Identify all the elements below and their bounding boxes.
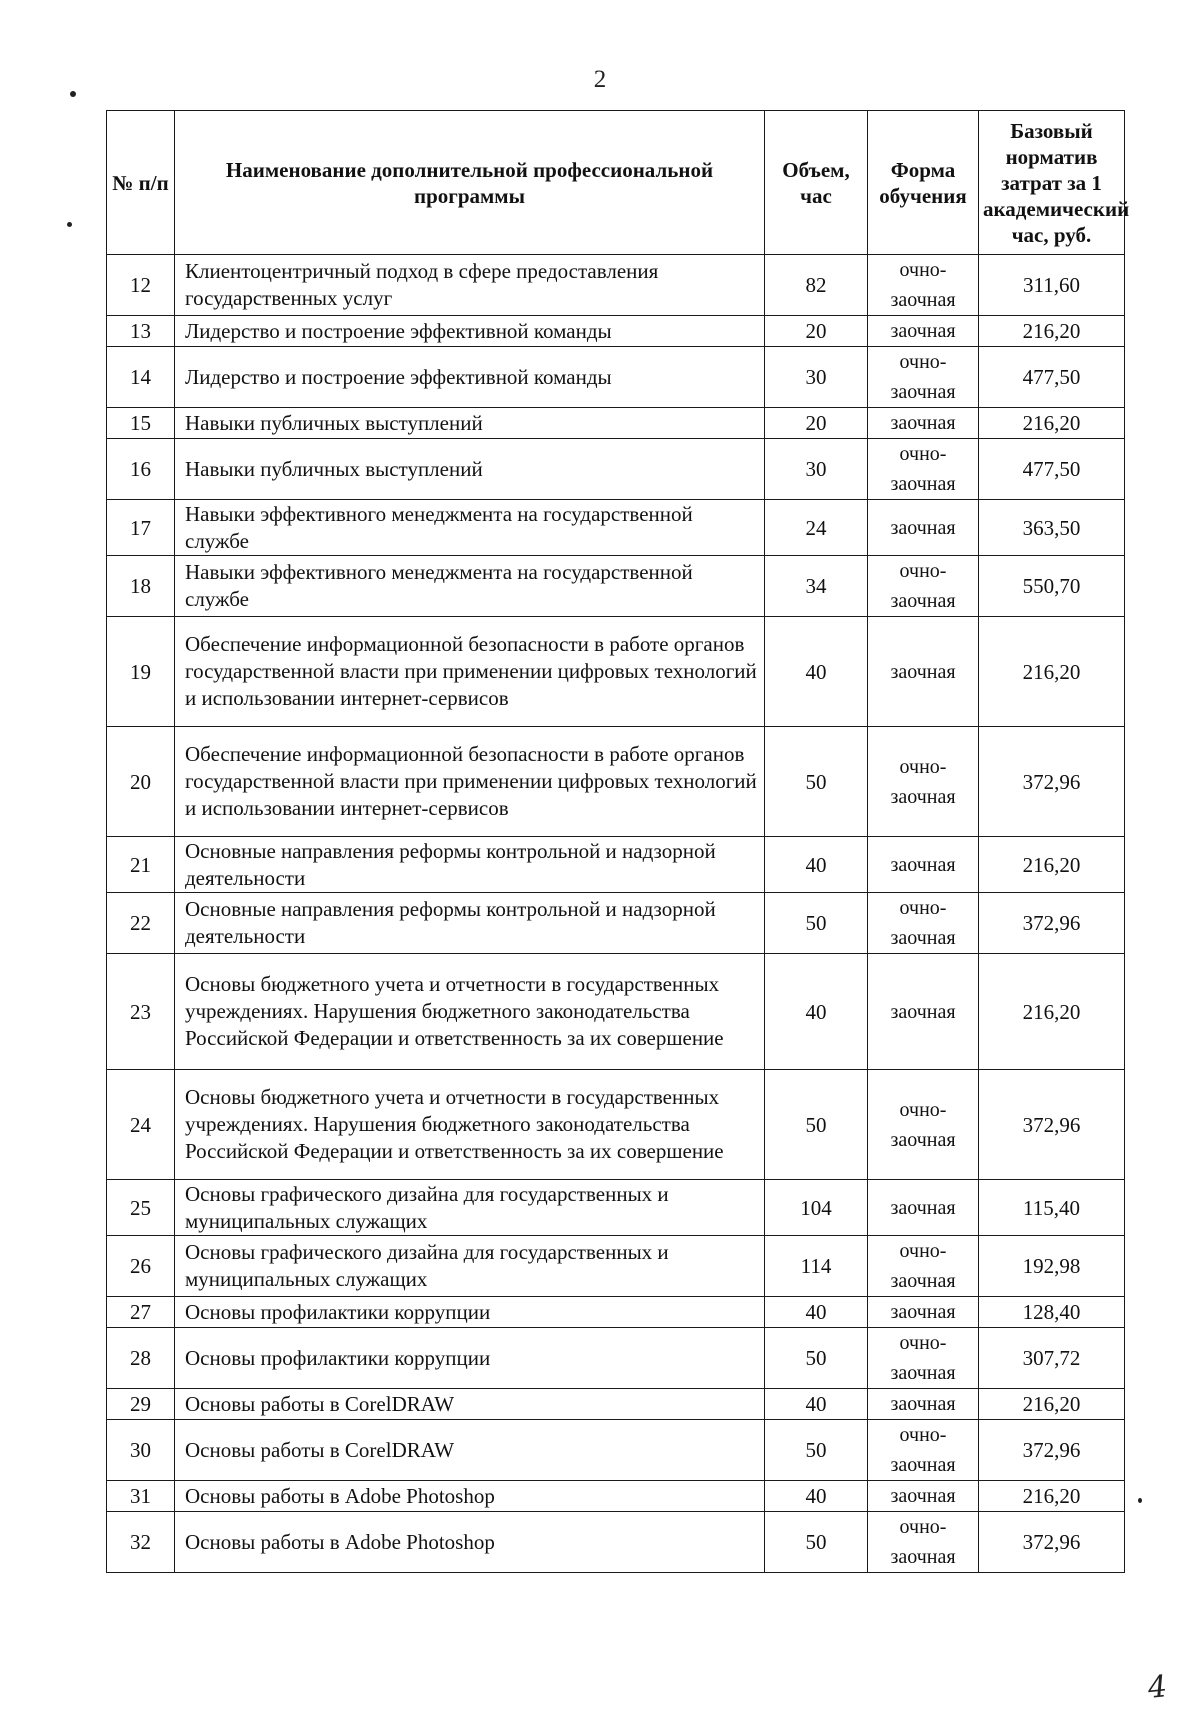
row-number: 18	[107, 556, 175, 617]
study-form: очно-заочная	[868, 1420, 979, 1481]
study-form: очно-заочная	[868, 255, 979, 316]
base-cost: 216,20	[979, 954, 1125, 1070]
base-cost: 307,72	[979, 1328, 1125, 1389]
program-name: Основы графического дизайна для государственных и муниципальных служащих	[175, 1236, 765, 1297]
program-volume: 30	[765, 439, 868, 500]
row-number: 31	[107, 1481, 175, 1512]
program-name: Навыки эффективного менеджмента на государственной службе	[175, 500, 765, 556]
program-volume: 20	[765, 408, 868, 439]
base-cost: 216,20	[979, 617, 1125, 727]
study-form: заочная	[868, 1481, 979, 1512]
base-cost: 372,96	[979, 727, 1125, 837]
study-form: очно-заочная	[868, 439, 979, 500]
base-cost: 216,20	[979, 316, 1125, 347]
header-cost: Базовый норматив затрат за 1 академический час, руб.	[979, 111, 1125, 255]
table-row	[107, 1180, 1125, 1236]
table-row	[107, 1070, 1125, 1180]
base-cost: 372,96	[979, 893, 1125, 954]
study-form: очно-заочная	[868, 1070, 979, 1180]
program-name: Лидерство и построение эффективной команды	[175, 316, 765, 347]
program-name: Навыки публичных выступлений	[175, 408, 765, 439]
study-form: очно-заочная	[868, 556, 979, 617]
header-volume: Объем, час	[765, 111, 868, 255]
row-number: 20	[107, 727, 175, 837]
row-number: 13	[107, 316, 175, 347]
program-volume: 40	[765, 837, 868, 893]
table-row	[107, 1420, 1125, 1481]
row-number: 27	[107, 1297, 175, 1328]
program-volume: 20	[765, 316, 868, 347]
program-volume: 40	[765, 1389, 868, 1420]
program-name: Основы работы в Adobe Photoshop	[175, 1481, 765, 1512]
table-row	[107, 893, 1125, 954]
program-name: Основные направления реформы контрольной и надзорной деятельности	[175, 837, 765, 893]
header-num: № п/п	[107, 111, 175, 255]
program-volume: 40	[765, 1481, 868, 1512]
program-name: Обеспечение информационной безопасности в работе органов государственной власти при применении цифровых технологий и использовании интернет-сервисов	[175, 727, 765, 837]
study-form: заочная	[868, 617, 979, 727]
program-name: Основные направления реформы контрольной и надзорной деятельности	[175, 893, 765, 954]
table-row	[107, 255, 1125, 316]
study-form: заочная	[868, 1297, 979, 1328]
table-row	[107, 727, 1125, 837]
table-row	[107, 1389, 1125, 1420]
program-name: Навыки публичных выступлений	[175, 439, 765, 500]
table-row	[107, 408, 1125, 439]
table-row	[107, 617, 1125, 727]
program-volume: 50	[765, 1328, 868, 1389]
study-form: заочная	[868, 500, 979, 556]
row-number: 29	[107, 1389, 175, 1420]
row-number: 21	[107, 837, 175, 893]
program-name: Обеспечение информационной безопасности в работе органов государственной власти при применении цифровых технологий и использовании интернет-сервисов	[175, 617, 765, 727]
program-volume: 50	[765, 727, 868, 837]
base-cost: 477,50	[979, 347, 1125, 408]
base-cost: 216,20	[979, 1389, 1125, 1420]
table-row	[107, 1297, 1125, 1328]
table-row	[107, 1512, 1125, 1573]
row-number: 30	[107, 1420, 175, 1481]
scan-speck	[67, 222, 72, 227]
program-volume: 50	[765, 893, 868, 954]
program-volume: 50	[765, 1070, 868, 1180]
row-number: 26	[107, 1236, 175, 1297]
scan-speck	[1138, 1498, 1142, 1503]
base-cost: 372,96	[979, 1070, 1125, 1180]
scan-speck	[70, 91, 76, 97]
study-form: заочная	[868, 1389, 979, 1420]
table-row	[107, 500, 1125, 556]
page-number: 2	[593, 66, 607, 93]
row-number: 17	[107, 500, 175, 556]
base-cost: 216,20	[979, 408, 1125, 439]
program-volume: 114	[765, 1236, 868, 1297]
header-form: Форма обучения	[868, 111, 979, 255]
study-form: очно-заочная	[868, 727, 979, 837]
study-form: заочная	[868, 837, 979, 893]
program-name: Основы профилактики коррупции	[175, 1328, 765, 1389]
program-name: Лидерство и построение эффективной команды	[175, 347, 765, 408]
base-cost: 477,50	[979, 439, 1125, 500]
program-volume: 104	[765, 1180, 868, 1236]
study-form: очно-заочная	[868, 1236, 979, 1297]
table-row	[107, 954, 1125, 1070]
table-row	[107, 556, 1125, 617]
study-form: очно-заочная	[868, 893, 979, 954]
table-row	[107, 316, 1125, 347]
program-name: Клиентоцентричный подход в сфере предоставления государственных услуг	[175, 255, 765, 316]
program-name: Основы профилактики коррупции	[175, 1297, 765, 1328]
program-volume: 24	[765, 500, 868, 556]
base-cost: 550,70	[979, 556, 1125, 617]
study-form: очно-заочная	[868, 1328, 979, 1389]
base-cost: 115,40	[979, 1180, 1125, 1236]
program-volume: 82	[765, 255, 868, 316]
row-number: 14	[107, 347, 175, 408]
row-number: 16	[107, 439, 175, 500]
row-number: 32	[107, 1512, 175, 1573]
program-volume: 50	[765, 1512, 868, 1573]
program-name: Основы работы в CorelDRAW	[175, 1389, 765, 1420]
program-volume: 40	[765, 1297, 868, 1328]
row-number: 22	[107, 893, 175, 954]
programs-table	[106, 110, 1130, 1573]
row-number: 12	[107, 255, 175, 316]
program-volume: 40	[765, 617, 868, 727]
base-cost: 372,96	[979, 1512, 1125, 1573]
table-body	[107, 255, 1125, 1573]
header-name: Наименование дополнительной профессиональной программы	[175, 111, 765, 255]
row-number: 19	[107, 617, 175, 727]
table-row	[107, 347, 1125, 408]
row-number: 23	[107, 954, 175, 1070]
program-volume: 40	[765, 954, 868, 1070]
handwritten-page-mark: 4	[1146, 1669, 1169, 1706]
study-form: заочная	[868, 954, 979, 1070]
program-volume: 50	[765, 1420, 868, 1481]
program-name: Основы бюджетного учета и отчетности в государственных учреждениях. Нарушения бюджетного законодательства Российской Федерации и ответственность за их совершение	[175, 954, 765, 1070]
program-volume: 30	[765, 347, 868, 408]
study-form: очно-заочная	[868, 1512, 979, 1573]
row-number: 15	[107, 408, 175, 439]
program-name: Основы работы в Adobe Photoshop	[175, 1512, 765, 1573]
table-row	[107, 1481, 1125, 1512]
study-form: заочная	[868, 1180, 979, 1236]
program-volume: 34	[765, 556, 868, 617]
base-cost: 372,96	[979, 1420, 1125, 1481]
table-row	[107, 837, 1125, 893]
base-cost: 192,98	[979, 1236, 1125, 1297]
base-cost: 128,40	[979, 1297, 1125, 1328]
study-form: заочная	[868, 408, 979, 439]
base-cost: 363,50	[979, 500, 1125, 556]
table-header-row	[107, 111, 1125, 255]
base-cost: 311,60	[979, 255, 1125, 316]
table-row	[107, 1328, 1125, 1389]
program-name: Навыки эффективного менеджмента на государственной службе	[175, 556, 765, 617]
program-name: Основы бюджетного учета и отчетности в государственных учреждениях. Нарушения бюджетного законодательства Российской Федерации и ответственность за их совершение	[175, 1070, 765, 1180]
table-row	[107, 1236, 1125, 1297]
row-number: 25	[107, 1180, 175, 1236]
study-form: очно-заочная	[868, 347, 979, 408]
table-row	[107, 439, 1125, 500]
study-form: заочная	[868, 316, 979, 347]
program-name: Основы графического дизайна для государственных и муниципальных служащих	[175, 1180, 765, 1236]
program-name: Основы работы в CorelDRAW	[175, 1420, 765, 1481]
base-cost: 216,20	[979, 1481, 1125, 1512]
row-number: 24	[107, 1070, 175, 1180]
base-cost: 216,20	[979, 837, 1125, 893]
row-number: 28	[107, 1328, 175, 1389]
